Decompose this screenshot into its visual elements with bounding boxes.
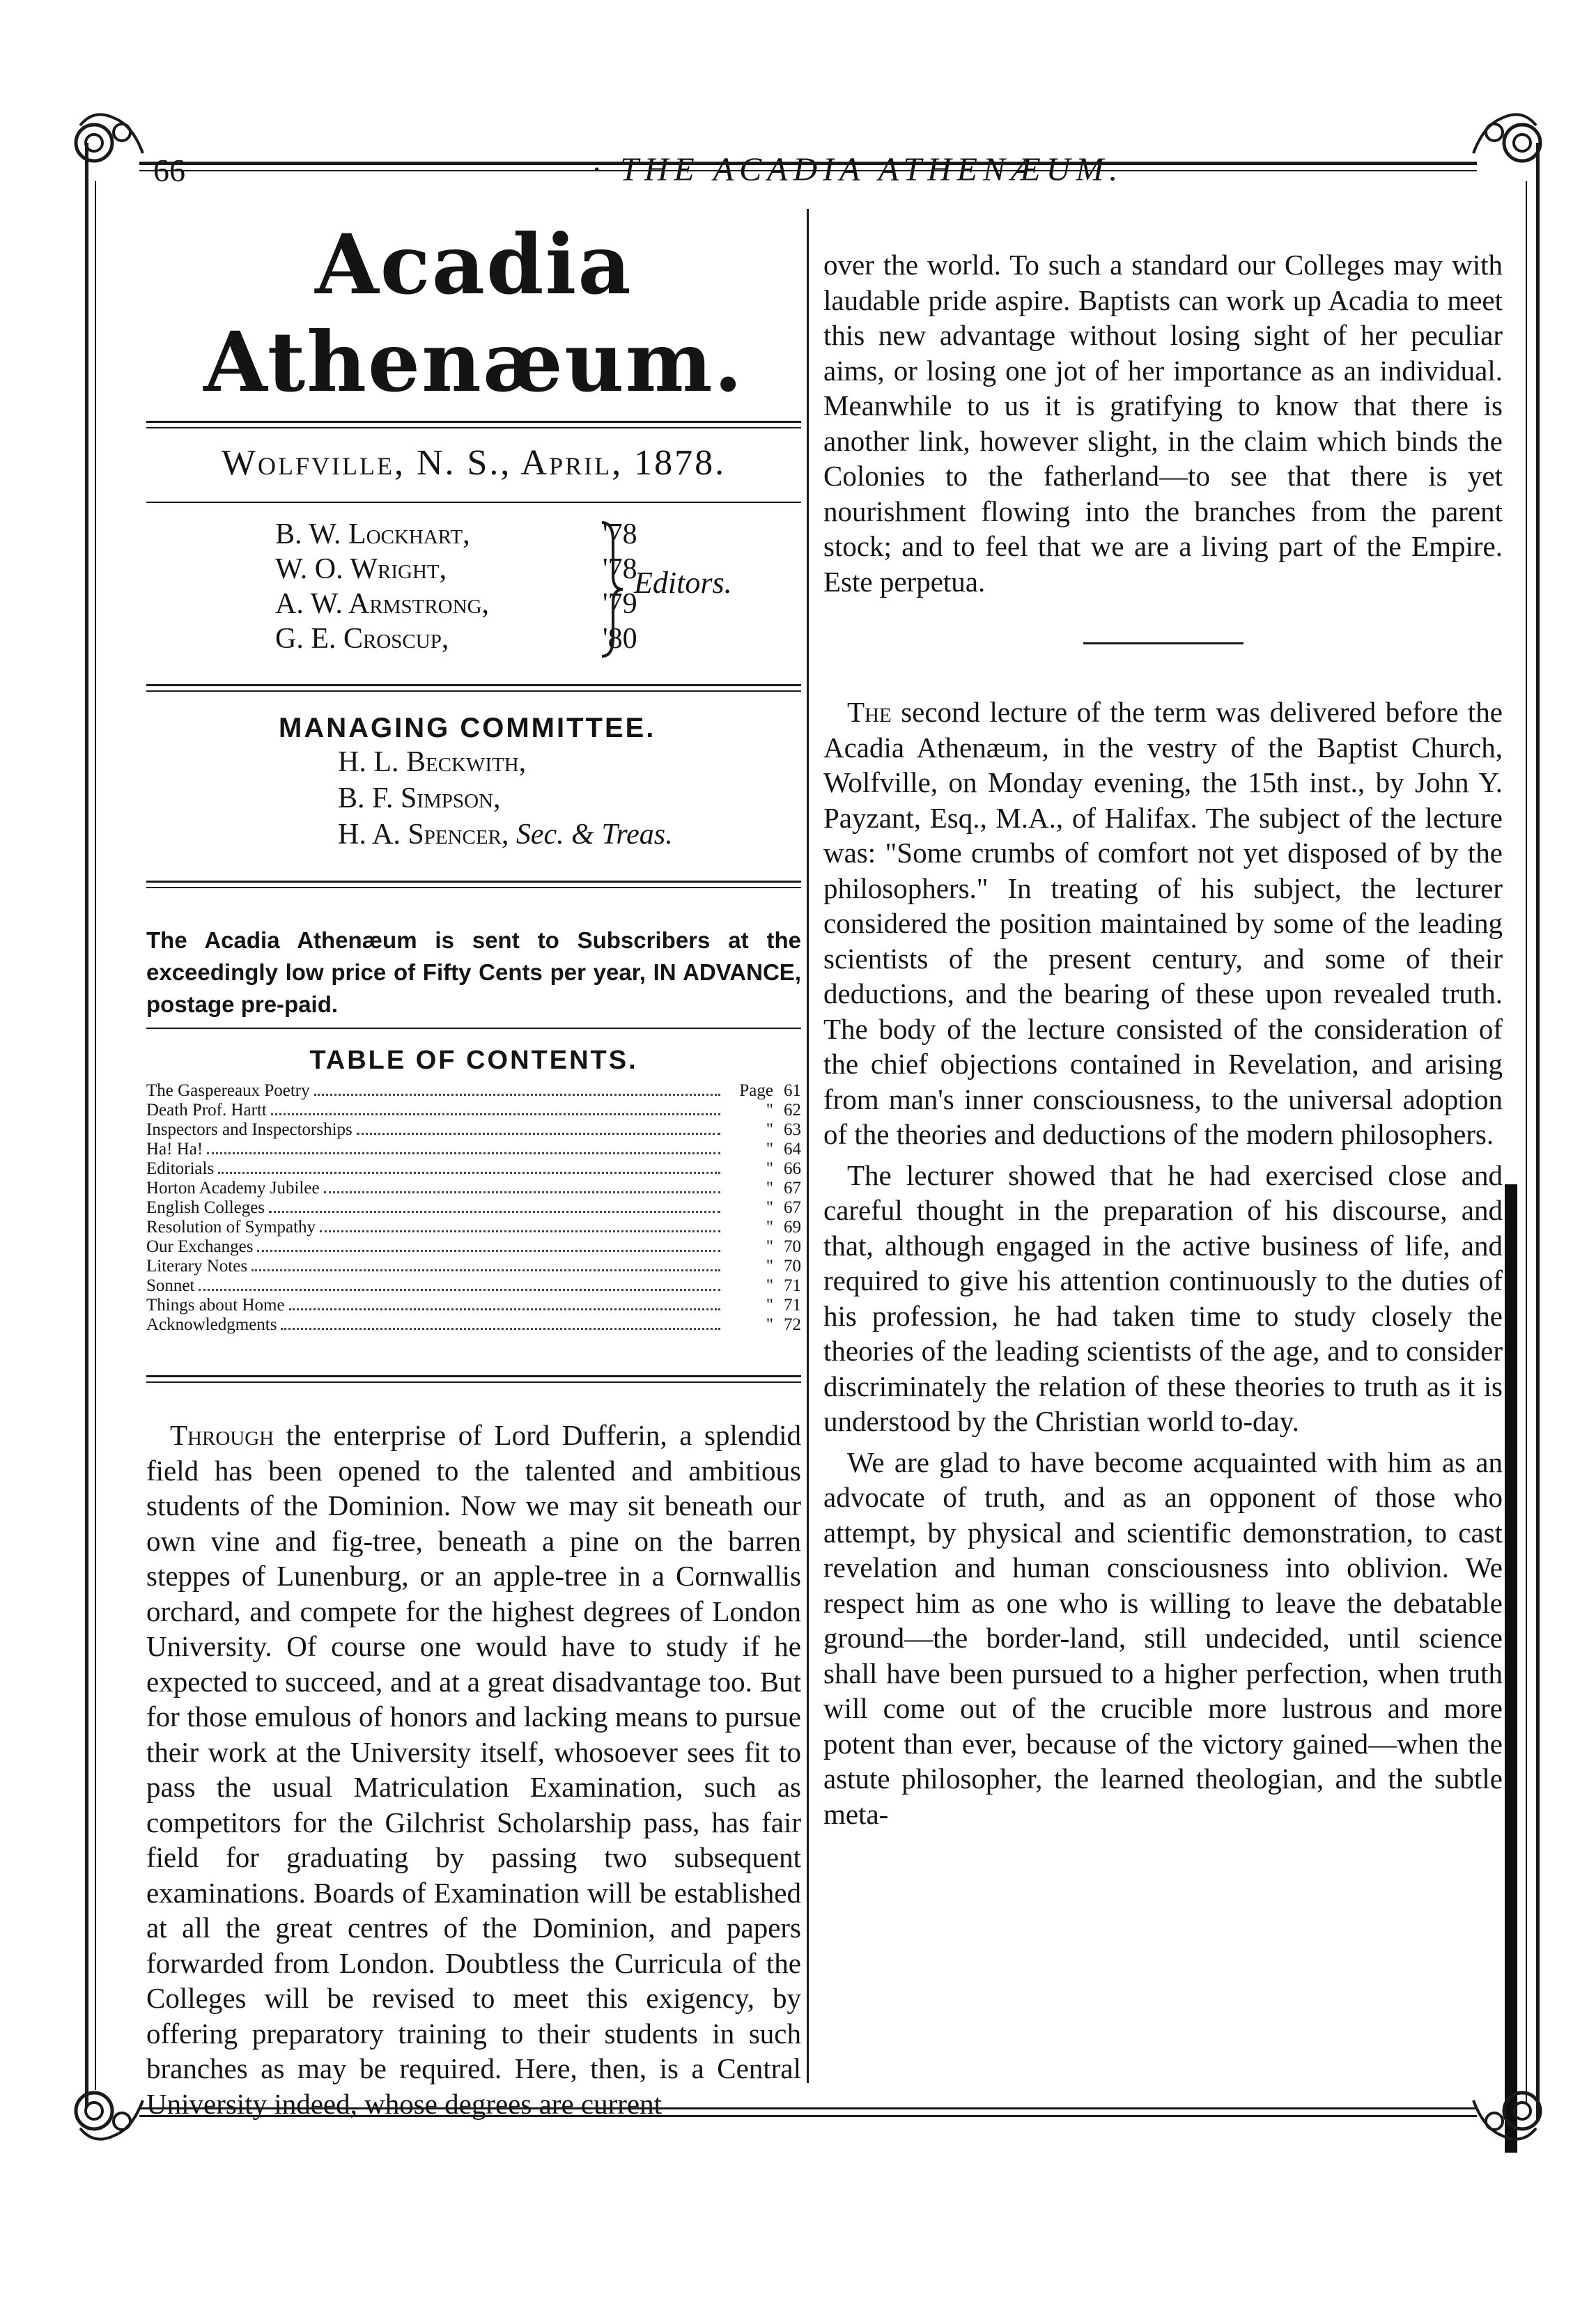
toc-entry-page: 71 — [784, 1276, 801, 1295]
toc-entry-page: 72 — [784, 1315, 801, 1334]
article-text: the enterprise of Lord Dufferin, a splendid field has been opened to the talented and ambitious students of the Dominion. Now we may sit beneath our own vine and fig-tree, beneath a pine on the barren steppes of Lunenburg, or an apple-tree in a Cornwallis orchard, and compete for the highest degrees of London University. Of course one would have to study if he expected to succeed, and at a great disadvantage too. But for those emulous of honors and lacking means to pursue their work at the University itself, whosoever sees fit to pass the usual Matriculation Examination, such as competitors for the Gilchrist Scholarship pass, has fair field for graduating by passing two subsequent examinations. Boards of Examination will be established at all the great centres of the Dominion, and papers forwarded from London. Doubtless the Curricula of the Colleges will be revised to meet this exigency, by offering preparatory training to their students in such branches as may be required. Here, then, is a Central University indeed, whose degrees are current — [146, 1419, 801, 2120]
article-lecture — [823, 695, 1503, 1831]
page-number: 66 — [153, 153, 185, 188]
toc-entry-label: Resolution of Sympathy — [146, 1218, 316, 1237]
left-column — [146, 209, 801, 2121]
toc-entry — [146, 1218, 801, 1237]
editor-name: W. O. Wright, — [275, 553, 447, 585]
toc-entry-label: Things about Home — [146, 1296, 285, 1315]
column-divider — [807, 209, 809, 2083]
section-divider — [1083, 642, 1244, 644]
toc-entry-prefix: " — [766, 1237, 773, 1256]
committee-treasurer — [338, 816, 801, 853]
committee-member: H. L. Beckwith, — [338, 746, 527, 778]
editor-entry — [275, 517, 637, 552]
toc-entry — [146, 1140, 801, 1159]
toc-entry-page: 67 — [784, 1198, 801, 1217]
article-lead-word: The — [847, 696, 892, 728]
article-text: The lecturer showed that he had exercised close and careful thought in the preparation of his discourse, and that, although engaged in the active business of life, and required to give his attention continuously to the duties of his profession, he had taken time to study closely the theories of the leading scientists of the age, and to consider discriminately the relation of these theories to truth as it is understood by the Christian world to-day. — [823, 1159, 1503, 1437]
toc-entry-prefix: " — [766, 1120, 773, 1139]
brace-icon — [598, 520, 626, 659]
toc-leader-dots — [218, 1172, 720, 1174]
toc-entry — [146, 1296, 801, 1315]
toc-leader-dots — [207, 1152, 720, 1154]
toc-title: TABLE OF CONTENTS. — [309, 1046, 638, 1075]
toc-leader-dots — [314, 1094, 720, 1096]
article-text: over the world. To such a standard our Colleges may with laudable pride aspire. Baptists can work up Acadia to meet this new advantage without losing sight of her peculiar aims, or losing one jot of her importance as an individual. Meanwhile to us it is gratifying to know that there is another link, however slight, in the claim which binds the Colonies to the fatherland—to see that there is yet nourishment flowing into the branches from the parent stock; and to feel that we are a living part of the Empire. Este perpetua. — [823, 249, 1503, 598]
toc-entry — [146, 1081, 801, 1101]
toc-entry-prefix: " — [766, 1257, 773, 1276]
editor-name: A. W. Armstrong, — [275, 588, 490, 620]
table-of-contents — [146, 1081, 801, 1335]
toc-entry-label: Our Exchanges — [146, 1237, 254, 1256]
toc-leader-dots — [251, 1269, 720, 1271]
toc-entry — [146, 1276, 801, 1296]
running-header — [139, 146, 1477, 188]
toc-entry-label: Ha! Ha! — [146, 1140, 203, 1159]
page-frame-left-inner — [95, 181, 96, 2090]
toc-entry-page: 71 — [784, 1296, 801, 1315]
page-frame-right-inner — [1526, 181, 1527, 2104]
toc-entry — [146, 1159, 801, 1179]
toc-entry-label: The Gaspereaux Poetry — [146, 1081, 310, 1100]
toc-leader-dots — [320, 1230, 720, 1232]
article-dufferin — [146, 1418, 801, 2121]
toc-entry — [146, 1198, 801, 1218]
article-text: We are glad to have become acquainted with him as an advocate of truth, and as an opponent of those who attempt, by physical and scientific demonstration, to cast revelation and human consciousness into oblivion. We respect him as one who is willing to leave the debatable ground—the border-land, still undecided, until science shall have been pursued to a higher perfection, when truth will come out of the crucible more lustrous and more potent than ever, because of the victory gained—when the astute philosopher, the learned theologian, and the subtle meta- — [823, 1446, 1503, 1830]
editor-year: '79 — [603, 588, 637, 620]
committee-rule — [146, 684, 801, 686]
toc-leader-dots — [271, 1113, 720, 1115]
toc-entry — [146, 1257, 801, 1276]
treasurer-role: Sec. & Treas. — [516, 819, 673, 851]
toc-entry-prefix: " — [766, 1198, 773, 1217]
editor-entry — [275, 587, 637, 621]
toc-entry-prefix: " — [766, 1315, 773, 1334]
toc-entry-page: 61 — [784, 1081, 801, 1100]
toc-entry-label: Editorials — [146, 1159, 215, 1178]
toc-entry-prefix: " — [766, 1179, 773, 1198]
article-dufferin-continued — [823, 247, 1503, 599]
editor-year: '78 — [603, 518, 637, 550]
article-lead-word: Through — [170, 1419, 274, 1451]
masthead-title: Acadia Athenæum. — [203, 216, 744, 410]
toc-rule — [146, 1028, 801, 1029]
article-text: second lecture of the term was delivered before the Acadia Athenæum, in the vestry of the Baptist Church, Wolfville, on Monday evening, the 15th inst., by John Y. Payzant, Esq., M.A., of Halifax. The subject of the lecture was: "Some crumbs of comfort not yet disposed of by the philosophers." In treating of his subject, the lecturer considered the position maintained by some of the leading scientists of the present century, and some of their deductions, and the bearing of these upon revealed truth. The body of the lecture consisted of the consideration of the chief objections contained in Revelation, and arising from man's inner consciousness, to the universal adoption of the theories and deductions of the modern philosophers. — [823, 696, 1503, 1150]
dateline-rule — [146, 502, 801, 503]
toc-entry-label: Sonnet — [146, 1276, 195, 1295]
toc-entry — [146, 1179, 801, 1198]
treasurer-name: H. A. Spencer, — [338, 819, 509, 851]
editor-year: '80 — [603, 623, 637, 655]
editor-year: '78 — [603, 553, 637, 585]
notice-rule-thin — [146, 887, 801, 888]
toc-leader-dots — [199, 1289, 720, 1291]
page-frame-left — [85, 143, 88, 2107]
corner-ornament-bottom-left-icon — [66, 2073, 157, 2149]
masthead-rule — [146, 421, 801, 423]
committee-title: MANAGING COMMITTEE. — [279, 713, 656, 743]
toc-entry-page: 67 — [784, 1179, 801, 1198]
toc-entry-page: 62 — [784, 1101, 801, 1120]
editors-block — [146, 510, 801, 684]
toc-entry — [146, 1120, 801, 1140]
toc-leader-dots — [289, 1308, 720, 1310]
toc-entry-label: Horton Academy Jubilee — [146, 1179, 320, 1198]
toc-entry-page: 66 — [784, 1159, 801, 1178]
toc-leader-dots — [257, 1250, 720, 1252]
toc-entry-page: 64 — [784, 1140, 801, 1159]
toc-entry-label: Literary Notes — [146, 1257, 248, 1276]
toc-entry-page: 70 — [784, 1257, 801, 1276]
toc-entry-label: Acknowledgments — [146, 1315, 277, 1334]
toc-leader-dots — [324, 1191, 720, 1193]
binding-shadow — [1505, 1184, 1517, 2153]
committee-rule-thin — [146, 690, 801, 692]
toc-entry-page: 70 — [784, 1237, 801, 1256]
editor-name: G. E. Croscup, — [275, 623, 449, 655]
editors-label: Editors. — [634, 566, 732, 600]
page-frame-right — [1536, 143, 1540, 2121]
corner-ornament-bottom-right-icon — [1459, 2073, 1550, 2149]
article-rule-thin — [146, 1381, 801, 1383]
toc-entry — [146, 1237, 801, 1257]
editor-entry — [275, 552, 637, 587]
toc-entry-prefix: Page — [739, 1081, 773, 1100]
toc-entry-page: 63 — [784, 1120, 801, 1139]
toc-entry-prefix: " — [766, 1276, 773, 1295]
toc-entry-prefix: " — [766, 1101, 773, 1120]
notice-rule — [146, 881, 801, 883]
subscription-notice: The Acadia Athenæum is sent to Subscribers at the exceedingly low price of Fifty Cents per year, IN ADVANCE, postage pre-paid. — [146, 927, 801, 1017]
toc-entry — [146, 1315, 801, 1335]
toc-entry-label: Death Prof. Hartt — [146, 1101, 267, 1120]
right-column — [823, 209, 1503, 1831]
toc-entry — [146, 1101, 801, 1120]
toc-entry-prefix: " — [766, 1140, 773, 1159]
editor-name: B. W. Lockhart, — [275, 518, 470, 550]
article-rule — [146, 1375, 801, 1377]
dateline: Wolfville, N. S., April, 1878. — [221, 443, 727, 483]
editor-entry — [275, 621, 637, 656]
committee-member: B. F. Simpson, — [338, 782, 501, 814]
running-title: · THE ACADIA ATHENÆUM. — [592, 151, 1124, 188]
toc-entry-prefix: " — [766, 1218, 773, 1237]
toc-leader-dots — [281, 1328, 720, 1330]
toc-leader-dots — [269, 1211, 720, 1213]
toc-entry-label: English Colleges — [146, 1198, 265, 1217]
toc-entry-label: Inspectors and Inspectorships — [146, 1120, 352, 1139]
toc-entry-prefix: " — [766, 1296, 773, 1315]
toc-entry-page: 69 — [784, 1218, 801, 1237]
toc-leader-dots — [357, 1133, 720, 1135]
toc-entry-prefix: " — [766, 1159, 773, 1178]
